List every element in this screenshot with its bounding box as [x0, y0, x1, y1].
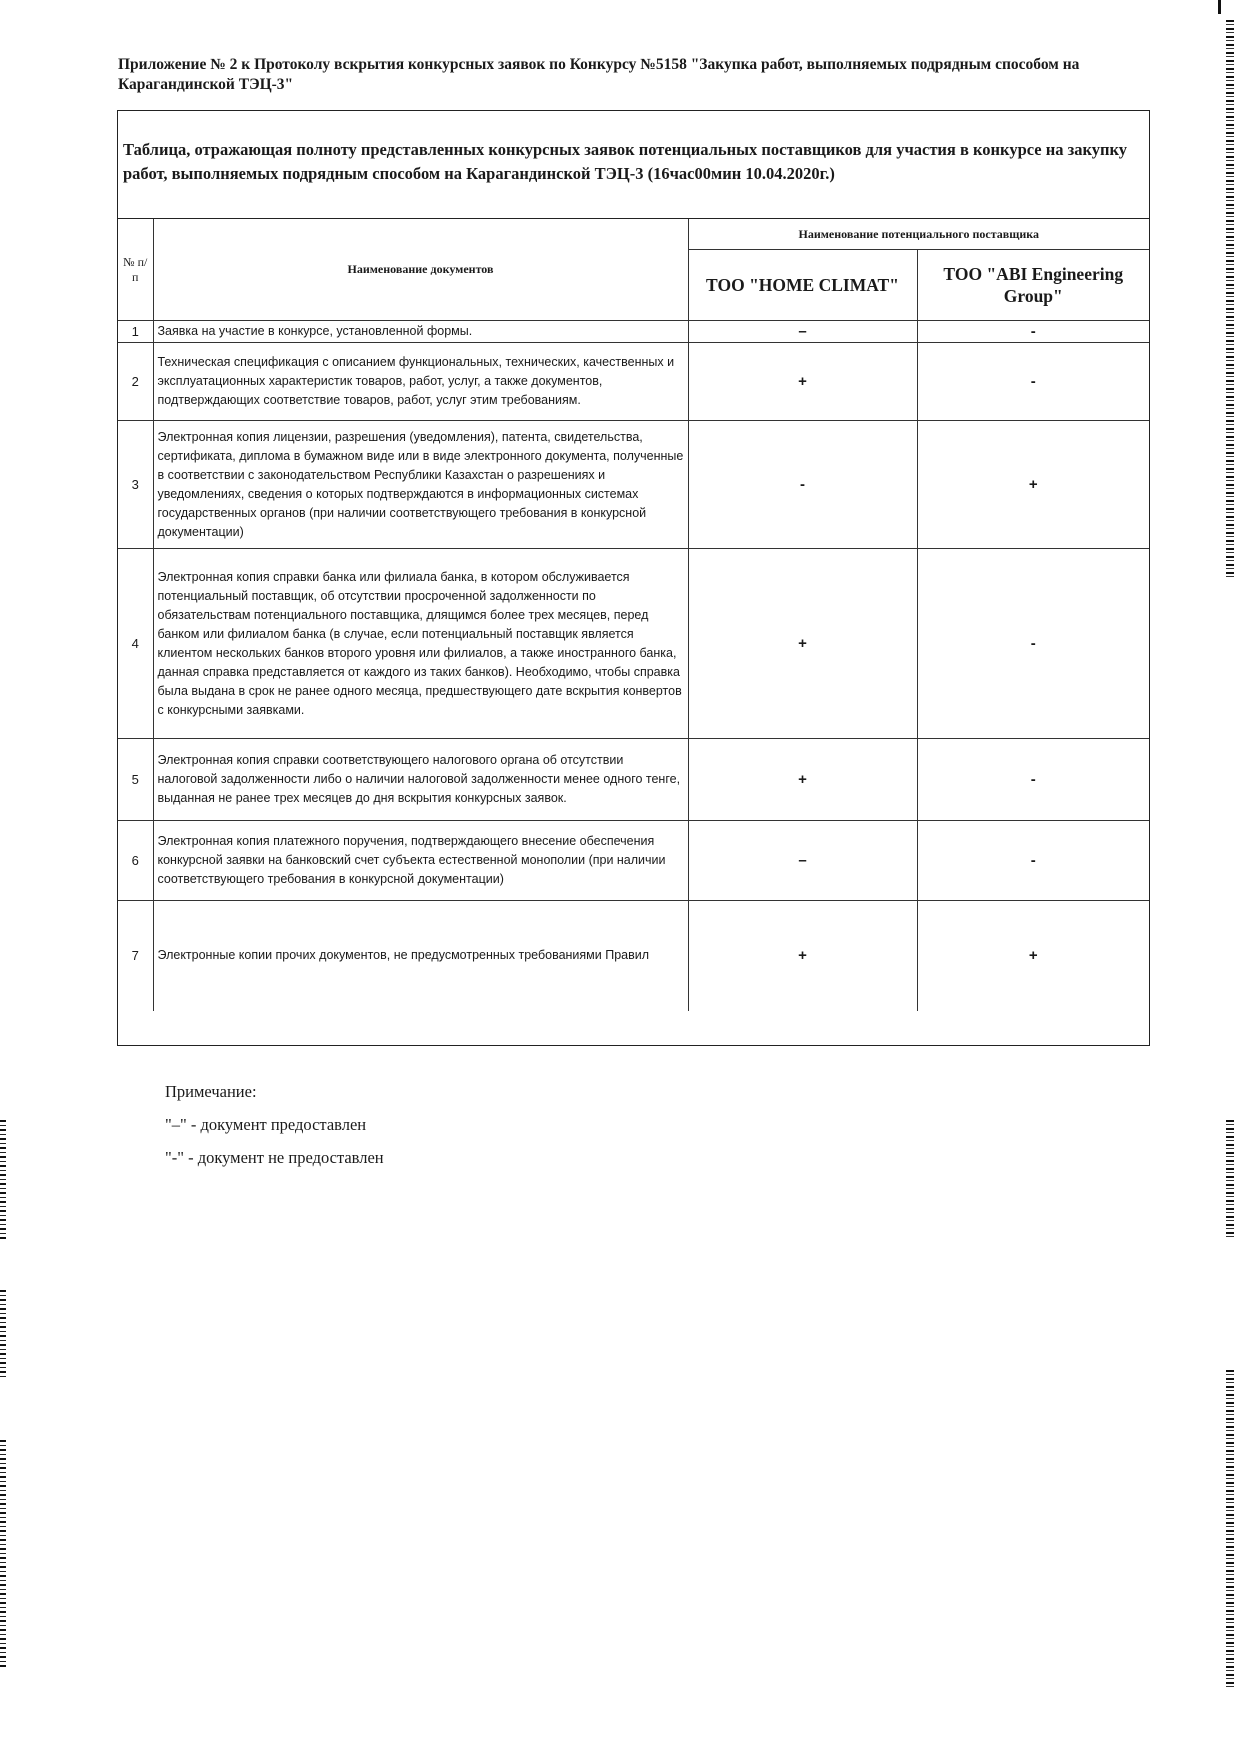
supplier-name-abi-engineering: ТОО "ABI Engineering Group"	[917, 250, 1149, 321]
document-name: Техническая спецификация с описанием функциональных, технических, качественных и эксплуатационных характеристик товаров, работ, услуг, а также документов, подтверждающих соответствие товаров, работ, услуг этим требованиям.	[153, 343, 688, 421]
document-name: Электронная копия справки соответствующего налогового органа об отсутствии налоговой задолженности либо о наличии налоговой задолженности менее одного тенге, выданная не ранее трех месяцев до дня вскрытия конкурсных заявок.	[153, 739, 688, 821]
supplier1-mark: +	[688, 901, 917, 1011]
row-number: 3	[118, 421, 153, 549]
row-number: 5	[118, 739, 153, 821]
document-name: Заявка на участие в конкурсе, установленной формы.	[153, 321, 688, 343]
notes-section	[165, 1075, 384, 1174]
column-header-number: № п/п	[118, 219, 153, 321]
notes-legend-not-provided: "-" - документ не предоставлен	[165, 1148, 384, 1167]
scan-artifact	[0, 1120, 6, 1240]
supplier2-mark: -	[917, 321, 1149, 343]
document-name: Электронная копия платежного поручения, подтверждающего внесение обеспечения конкурсной заявки на банковский счет субъекта естественной монополии (при наличии соответствующего требования в конкурсной документации)	[153, 821, 688, 901]
document-name: Электронная копия лицензии, разрешения (уведомления), патента, свидетельства, сертификата, диплома в бумажном виде или в виде электронного документа, полученные в соответствии с законодательством Республики Казахстан о разрешениях и уведомлениях, сведения о которых подтверждаются в информационных системах государственных органов (при наличии соответствующего требования в конкурсной документации)	[153, 421, 688, 549]
table-row	[118, 421, 1149, 549]
scan-artifact	[0, 1290, 6, 1380]
row-number: 2	[118, 343, 153, 421]
scan-artifact	[1226, 1120, 1234, 1240]
completeness-table-frame	[117, 110, 1150, 1046]
scan-artifact	[1218, 0, 1221, 14]
supplier2-mark: -	[917, 549, 1149, 739]
row-number: 7	[118, 901, 153, 1011]
supplier1-mark: –	[688, 321, 917, 343]
table-row	[118, 901, 1149, 1011]
completeness-table	[118, 219, 1149, 1011]
scan-artifact	[1226, 1370, 1234, 1690]
table-row	[118, 343, 1149, 421]
column-header-documents: Наименование документов	[153, 219, 688, 321]
table-row	[118, 321, 1149, 343]
supplier2-mark: -	[917, 821, 1149, 901]
scan-artifact	[0, 1440, 6, 1670]
header-row-top	[118, 219, 1149, 250]
notes-legend-provided: "–" - документ предоставлен	[165, 1115, 367, 1134]
supplier1-mark: +	[688, 343, 917, 421]
document-name: Электронная копия справки банка или филиала банка, в котором обслуживается потенциальный поставщик, об отсутствии просроченной задолженности по обязательствам потенциального поставщика, длящимся более трех месяцев, перед банком или филиалом банка (в случае, если потенциальный поставщик является клиентом нескольких банков второго уровня или филиалов, а также иностранного банка, данная справка представляется от каждого из таких банков). Необходимо, чтобы справка была выдана в срок не ранее одного месяца, предшествующего дате вскрытия конвертов с конкурсными заявками.	[153, 549, 688, 739]
table-title: Таблица, отражающая полноту представленных конкурсных заявок потенциальных поставщиков для участия в конкурсе на закупку работ, выполняемых подрядным способом на Карагандинской ТЭЦ-3 (16час00мин 10.04.2020г.)	[118, 111, 1149, 219]
row-number: 4	[118, 549, 153, 739]
supplier1-mark: –	[688, 821, 917, 901]
document-name: Электронные копии прочих документов, не предусмотренных требованиями Правил	[153, 901, 688, 1011]
document-header: Приложение № 2 к Протоколу вскрытия конкурсных заявок по Конкурсу №5158 "Закупка работ, выполняемых подрядным способом на Карагандинской ТЭЦ-3"	[118, 56, 1080, 93]
supplier1-mark: +	[688, 549, 917, 739]
supplier-name-home-climat: ТОО "HOME CLIMAT"	[688, 250, 917, 321]
supplier2-mark: -	[917, 739, 1149, 821]
row-number: 6	[118, 821, 153, 901]
supplier1-mark: +	[688, 739, 917, 821]
table-row	[118, 549, 1149, 739]
table-row	[118, 739, 1149, 821]
notes-title: Примечание:	[165, 1082, 257, 1101]
supplier2-mark: +	[917, 421, 1149, 549]
supplier2-mark: -	[917, 343, 1149, 421]
supplier1-mark: -	[688, 421, 917, 549]
supplier2-mark: +	[917, 901, 1149, 1011]
row-number: 1	[118, 321, 153, 343]
scan-artifact	[1226, 20, 1234, 580]
column-header-suppliers: Наименование потенциального поставщика	[688, 219, 1149, 250]
table-row	[118, 821, 1149, 901]
